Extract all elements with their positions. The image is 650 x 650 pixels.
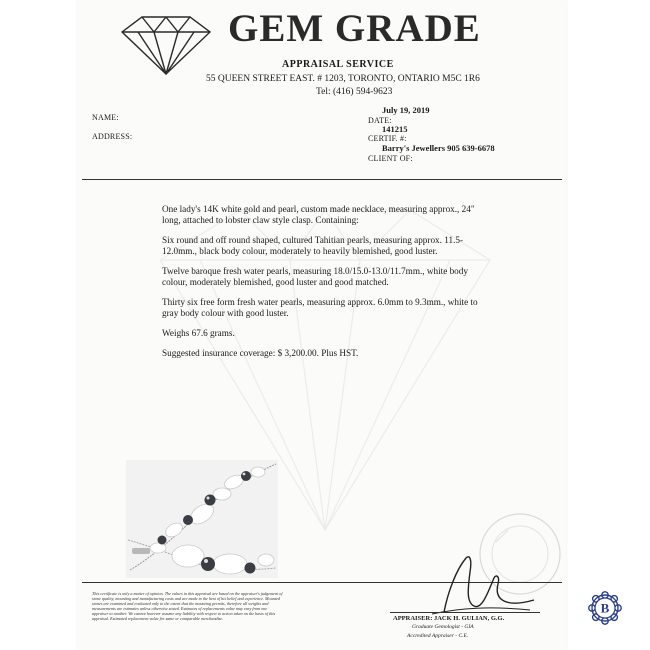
- item-description: One lady's 14K white gold and pearl, custom made necklace, measuring approx., 24" long, attached to lobster claw style clasp. Containing:: [162, 204, 475, 225]
- company-phone: Tel: (416) 594-9623: [316, 87, 393, 97]
- certif-value: 141215: [382, 124, 408, 134]
- appraisal-description: [162, 204, 482, 368]
- disclaimer-text: This certificate is only a matter of opinion. The values in this appraisal are based on the appraiser's judgement of stone quality, mounting and manufacturing costs and are made to the best of his belief and experience. Mounted stones are examined and evaluated only to the extent that the mounting permits, therefore all weights and measurements are estimates unless otherwise stated. Estimates of replacements value may vary from one appraiser to another. We cannot however assume any liability with respect to action taken on the basis of this appraisal. Estimated replacement value for same or comparable merchandise.: [92, 591, 283, 621]
- brand-badge-icon: [586, 589, 624, 627]
- badge-letter: B: [600, 600, 610, 616]
- weight-text: Weighs 67.6 grams.: [162, 328, 235, 338]
- appraiser-name: APPRAISER: JACK H. GULIAN, G.G.: [393, 615, 505, 622]
- date-label: DATE:: [368, 116, 392, 125]
- diamond-logo-icon: [120, 14, 212, 76]
- freeform-pearls-description: Thirty six free form fresh water pearls, measuring approx. 6.0mm to 9.3mm., white to gray body colour with good luster.: [162, 297, 478, 318]
- certif-label: CERTIF. #:: [368, 134, 407, 143]
- company-address: 55 QUEEN STREET EAST. # 1203, TORONTO, ONTARIO M5C 1R6: [206, 74, 480, 84]
- appraiser-title-gia: Graduate Gemologist - GIA: [412, 624, 474, 630]
- company-subtitle: APPRAISAL SERVICE: [282, 59, 394, 70]
- insurance-coverage-text: Suggested insurance coverage: $ 3,200.00. Plus HST.: [162, 348, 359, 358]
- necklace-photo: [126, 460, 278, 578]
- appraiser-title-accredited: Accredited Appraiser - C.E.: [407, 633, 469, 639]
- name-label: NAME:: [92, 113, 119, 122]
- tahitian-pearls-description: Six round and off round shaped, cultured Tahitian pearls, measuring approx. 11.5-12.0mm., black body colour, moderately to heavily blemished, good luster.: [162, 235, 464, 256]
- baroque-pearls-description: Twelve baroque fresh water pearls, measuring 18.0/15.0-13.0/11.7mm., white body colour, moderately blemished, good luster and good matched.: [162, 266, 468, 287]
- header-divider: [82, 179, 562, 180]
- signature-line: [390, 612, 540, 613]
- appraiser-signature: [430, 548, 540, 620]
- date-value: July 19, 2019: [382, 105, 430, 115]
- company-title: GEM GRADE: [228, 7, 481, 50]
- client-value: Barry's Jewellers 905 639-6678: [382, 143, 495, 153]
- client-label: CLIENT OF:: [368, 154, 413, 163]
- address-label: ADDRESS:: [92, 132, 133, 141]
